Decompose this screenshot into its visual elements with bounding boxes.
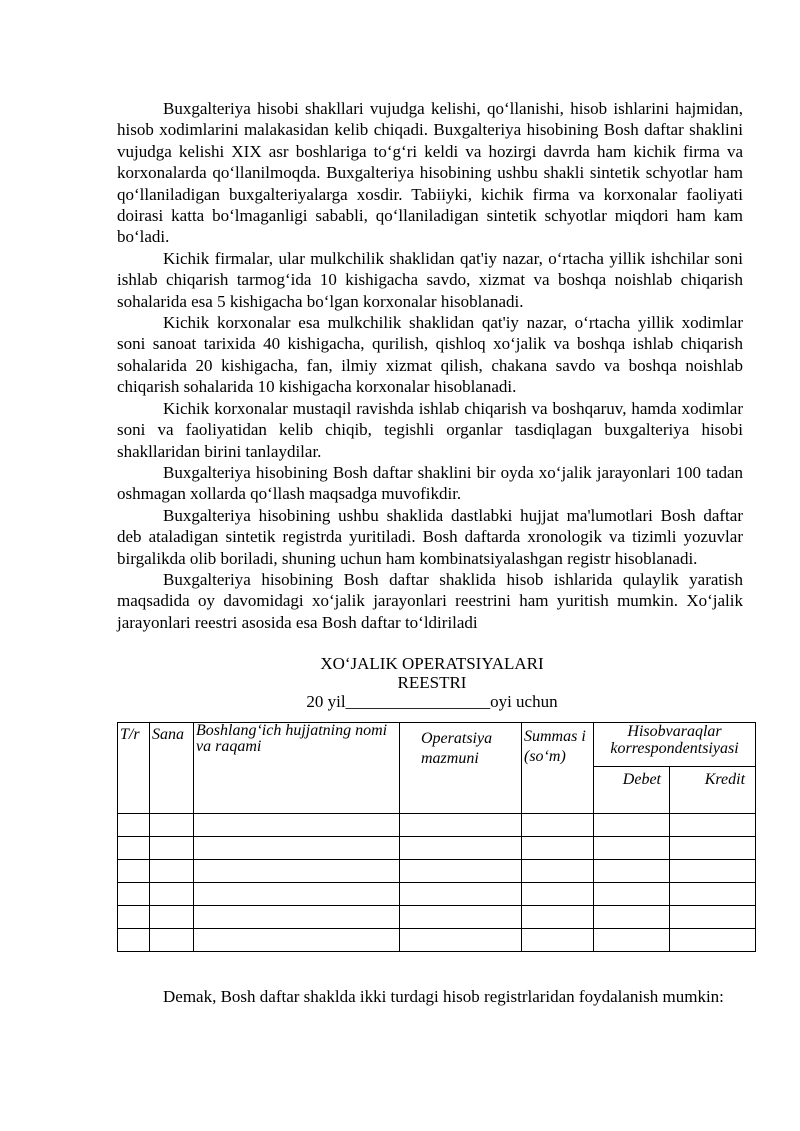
table-cell (594, 814, 670, 837)
register-period: 20 yil_________________oyi uchun (306, 692, 558, 712)
table-cell (194, 906, 400, 929)
table-cell (150, 906, 194, 929)
table-cell (522, 837, 594, 860)
table-cell (594, 860, 670, 883)
table-cell (194, 883, 400, 906)
table-cell (400, 860, 522, 883)
table-cell (400, 814, 522, 837)
register-title-block (117, 654, 743, 711)
closing-paragraph: Demak, Bosh daftar shaklda ikki turdagi hisob registrlaridan foydalanish mumkin: (163, 987, 724, 1007)
header-summa: Summas i (so‘m) (522, 723, 594, 814)
table-cell (400, 837, 522, 860)
header-kredit: Kredit (670, 767, 756, 814)
table-cell (670, 860, 756, 883)
table-cell (118, 860, 150, 883)
paragraph-5: Buxgalteriya hisobining Bosh daftar shaklini bir oyda xo‘jalik jarayonlari 100 tadan oshmagan xollarda qo‘llash maqsadga muvofikdir. (117, 462, 743, 504)
table-cell (400, 883, 522, 906)
table-row (118, 906, 756, 929)
table-cell (522, 906, 594, 929)
paragraph-4: Kichik korxonalar mustaqil ravishda ishlab chiqarish va boshqaruv, hamda xodimlar soni va faoliyatidan kelib chiqib, tegishli organlar tasdiqlagan buxgalteriya hisobi shakllaridan birini tanlaydilar. (117, 398, 743, 461)
table-cell (150, 860, 194, 883)
table-cell (594, 906, 670, 929)
paragraph-2: Kichik firmalar, ular mulkchilik shaklidan qat'iy nazar, o‘rtacha yillik ishchilar soni ishlab chiqarish tarmog‘ida 10 kishigacha savdo, xizmat va boshqa noishlab chiqarish sohalarida esa 5 kishigacha bo‘lgan korxonalar hisoblanadi. (117, 248, 743, 311)
header-operatsiya: Operatsiya mazmuni (400, 723, 522, 814)
paragraph-1: Buxgalteriya hisobi shakllari vujudga kelishi, qo‘llanishi, hisob ishlarini hajmidan, hisob xodimlarini malakasidan kelib chiqadi. Buxgalteriya hisobining Bosh daftar shaklini vujudga kelishi XIX asr boshlariga to‘g‘ri keldi va hozirgi davrda ham kichik firma va korxonalarda qo‘llanilmoqda. Buxgalteriya hisobining ushbu shakli sintetik schyotlar ham qo‘llaniladigan buxgalteriyalarga xosdir. Tabiiyki, kichik firma va korxonalar faoliyati doirasi katta bo‘lmaganligi sababli, qo‘llaniladigan sintetik schyotlar miqdori ham kam bo‘ladi. (117, 99, 743, 247)
table-cell (670, 837, 756, 860)
table-cell (118, 929, 150, 952)
table-cell (594, 929, 670, 952)
header-hisobvaraqlar: Hisobvaraqlar korrespondentsiyasi (594, 723, 756, 767)
table-row (118, 929, 756, 952)
table-cell (194, 929, 400, 952)
table-cell (670, 883, 756, 906)
table-cell (150, 814, 194, 837)
table-row (118, 814, 756, 837)
table-cell (670, 814, 756, 837)
table-row (118, 837, 756, 860)
register-body (118, 814, 756, 952)
table-row (118, 860, 756, 883)
table-cell (670, 929, 756, 952)
table-row (118, 883, 756, 906)
table-cell (118, 837, 150, 860)
table-cell (522, 860, 594, 883)
table-cell (400, 929, 522, 952)
table-cell (522, 814, 594, 837)
table-cell (118, 906, 150, 929)
header-row-1 (118, 723, 756, 767)
header-boshlangich: Boshlang‘ich hujjatning nomi va raqami (194, 723, 400, 814)
table-cell (194, 860, 400, 883)
paragraph-3: Kichik korxonalar esa mulkchilik shaklidan qat'iy nazar, o‘rtacha yillik xodimlar soni sanoat tarixida 40 kishigacha, qurilish, qishloq xo‘jalik va boshqa ishlab chiqarish sohalarida 20 kishigacha, fan, ilmiy xizmat qilish, chakana savdo va boshqa noishlab chiqarish sohalarida 10 kishigacha korxonalar hisoblanadi. (117, 313, 743, 397)
table-cell (194, 814, 400, 837)
table-cell (194, 837, 400, 860)
table-cell (670, 906, 756, 929)
table-cell (150, 883, 194, 906)
register-title: XO‘JALIK OPERATSIYALARI (320, 654, 544, 674)
header-debet: Debet (594, 767, 670, 814)
table-cell (150, 837, 194, 860)
register-subtitle: REESTRI (397, 673, 467, 693)
header-tr: T/r (118, 723, 150, 814)
table-cell (594, 883, 670, 906)
table-cell (522, 929, 594, 952)
table-cell (118, 883, 150, 906)
paragraph-6: Buxgalteriya hisobining ushbu shaklida dastlabki hujjat ma'lumotlari Bosh daftar deb ataladigan sintetik registrda yuritiladi. Bosh daftarda xronologik va tizimli yozuvlar birgalikda olib boriladi, shuning uchun ham kombinatsiyalashgan registr hisoblanadi. (117, 505, 743, 568)
table-cell (150, 929, 194, 952)
register-table (117, 722, 756, 952)
table-cell (118, 814, 150, 837)
header-sana: Sana (150, 723, 194, 814)
table-cell (594, 837, 670, 860)
table-cell (522, 883, 594, 906)
paragraph-7: Buxgalteriya hisobining Bosh daftar shaklida hisob ishlarida qulaylik yaratish maqsadida oy davomidagi xo‘jalik jarayonlari reestrini ham yuritish mumkin. Xo‘jalik jarayonlari reestri asosida esa Bosh daftar to‘ldiriladi (117, 569, 743, 632)
table-cell (400, 906, 522, 929)
